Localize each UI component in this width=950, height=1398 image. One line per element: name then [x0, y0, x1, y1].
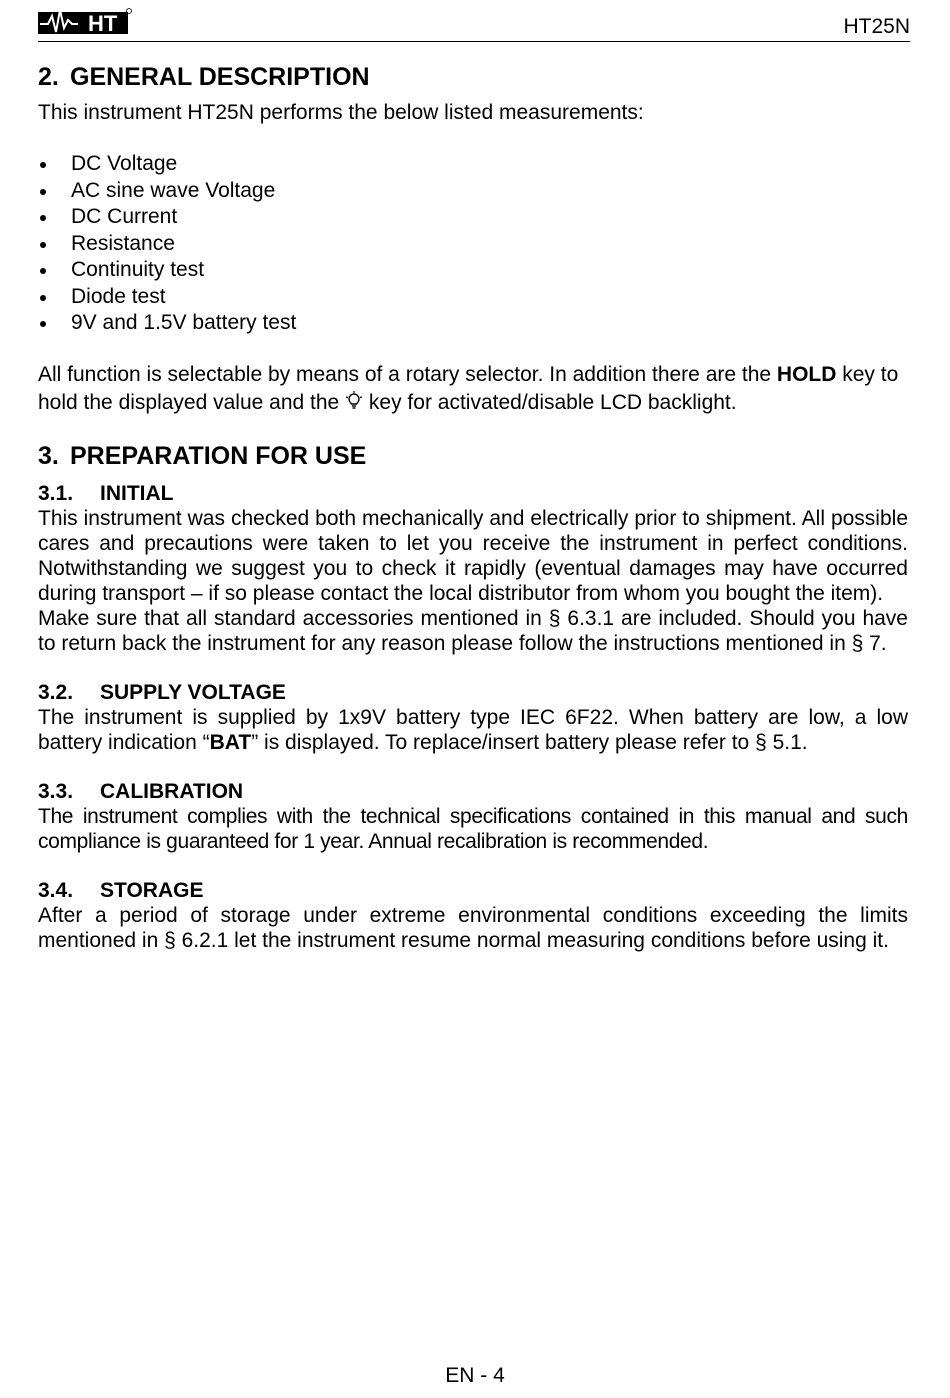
measurements-list — [38, 151, 908, 337]
list-item: AC sine wave Voltage — [38, 178, 908, 205]
list-item: DC Current — [38, 204, 908, 231]
backlight-bulb-icon — [345, 391, 363, 411]
list-item: DC Voltage — [38, 151, 908, 178]
list-item: Diode test — [38, 284, 908, 311]
text-run: key to hold the displayed value and the — [38, 362, 899, 414]
section-number: 2. — [38, 63, 59, 91]
text-run: All function is selectable by means of a rotary selector. In addition there are the — [38, 362, 777, 386]
subsection-number: 3.1. — [38, 481, 74, 505]
page-number: EN - 4 — [445, 1364, 505, 1387]
calibration-text: The instrument complies with the technical specifications contained in this manual and such compliance is guaranteed for 1 year. Annual recalibration is recommended. — [38, 804, 908, 853]
text-run: ” is displayed. To replace/insert battery please refer to § 5.1. — [251, 730, 808, 754]
model-name: HT25N — [843, 15, 910, 38]
subsection-title: STORAGE — [100, 878, 204, 902]
initial-text-2: Make sure that all standard accessories mentioned in § 6.3.1 are included. Should you have to return back the instrument for any reason please follow the instructions mentioned in § 7. — [38, 606, 908, 655]
subsection-initial-heading — [38, 481, 908, 506]
section-preparation-heading — [38, 439, 908, 473]
bat-indicator-label: BAT — [209, 730, 252, 754]
function-paragraph — [38, 361, 908, 417]
ht-logo — [38, 2, 134, 38]
subsection-supply-heading — [38, 680, 908, 705]
supply-text — [38, 705, 908, 755]
subsection-title: INITIAL — [100, 481, 174, 505]
page-content — [38, 60, 908, 953]
list-item: Resistance — [38, 231, 908, 258]
text-run: The instrument is supplied by 1x9V battery type IEC 6F22. When battery are low, a low battery indication “ — [38, 705, 908, 754]
page-header — [38, 2, 910, 42]
section-title: GENERAL DESCRIPTION — [70, 63, 370, 91]
header-rule — [38, 41, 910, 42]
list-item: Continuity test — [38, 257, 908, 284]
subsection-number: 3.3. — [38, 779, 74, 803]
initial-text: This instrument was checked both mechanically and electrically prior to shipment. All possible cares and precautions were taken to let you receive the instrument in perfect conditions. Notwithstanding we suggest you to check it rapidly (eventual damages may have occurred during transport – if so please contact the local distributor from whom you bought the item). — [38, 506, 908, 605]
hold-key-label: HOLD — [776, 362, 837, 386]
general-intro: This instrument HT25N performs the below listed measurements: — [38, 101, 644, 124]
list-item: 9V and 1.5V battery test — [38, 310, 908, 337]
section-number: 3. — [38, 441, 59, 470]
storage-text: After a period of storage under extreme environmental conditions exceeding the limits mentioned in § 6.2.1 let the instrument resume normal measuring conditions before using it. — [38, 903, 908, 952]
logo-text: HT — [88, 11, 118, 36]
subsection-calibration-heading — [38, 779, 908, 804]
section-title: PREPARATION FOR USE — [70, 441, 367, 470]
subsection-number: 3.4. — [38, 878, 74, 902]
subsection-number: 3.2. — [38, 680, 74, 704]
subsection-title: CALIBRATION — [100, 779, 244, 803]
section-general-heading — [38, 60, 908, 94]
subsection-storage-heading — [38, 878, 908, 903]
text-run: key for activated/disable LCD backlight. — [363, 390, 737, 414]
subsection-title: SUPPLY VOLTAGE — [100, 680, 286, 704]
